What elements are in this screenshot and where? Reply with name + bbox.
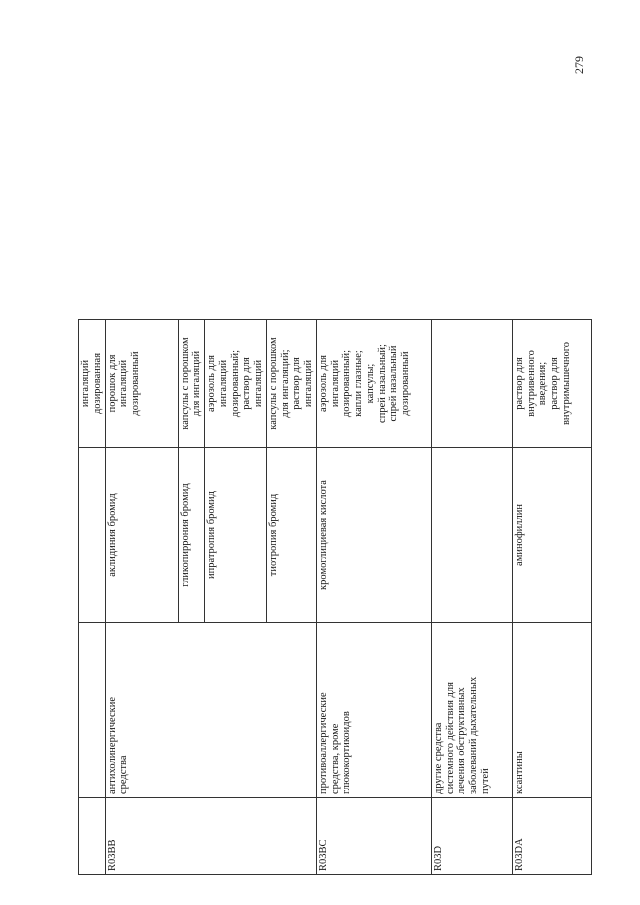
group-cell: другие средства системного действия для лечения обструктивных заболеваний дыхательных путей bbox=[431, 623, 512, 798]
page-number: 279 bbox=[572, 56, 586, 74]
group-cell: ксантины bbox=[512, 623, 591, 798]
table-row bbox=[105, 320, 178, 875]
dosage-form-cell: ингаляций дозированная bbox=[79, 320, 106, 448]
dosage-form-cell: капсулы с порошком для ингаляций bbox=[178, 320, 205, 448]
dosage-form-cell bbox=[431, 320, 512, 448]
atc-code-cell: R03BB bbox=[105, 798, 316, 875]
drug-name-cell: аклидиния бромид bbox=[105, 448, 178, 623]
drug-name-cell: гликопиррония бромид bbox=[178, 448, 205, 623]
dosage-form-cell: аэрозоль для ингаляций дозированный; раствор для ингаляций bbox=[205, 320, 267, 448]
rotated-table-container bbox=[78, 320, 572, 875]
table-cell bbox=[79, 623, 106, 798]
dosage-form-cell: порошок для ингаляций дозированный bbox=[105, 320, 178, 448]
atc-code-cell: R03DA bbox=[512, 798, 591, 875]
drug-name-cell: кромоглициевая кислота bbox=[316, 448, 431, 623]
atc-code-cell: R03BC bbox=[316, 798, 431, 875]
table-row bbox=[512, 320, 591, 875]
dosage-form-cell: аэрозоль для ингаляций дозированный; капли глазные; капсулы; спрей назальный; спрей назальный дозированный bbox=[316, 320, 431, 448]
dosage-form-cell: капсулы с порошком для ингаляций; раствор для ингаляций bbox=[266, 320, 316, 448]
table-cell bbox=[79, 448, 106, 623]
drug-name-cell: тиотропия бромид bbox=[266, 448, 316, 623]
group-cell: антихолинергические средства bbox=[105, 623, 316, 798]
drug-table bbox=[78, 319, 592, 875]
drug-name-cell: аминофиллин bbox=[512, 448, 591, 623]
group-cell: противоаллергические средства, кроме глюкокортикоидов bbox=[316, 623, 431, 798]
table-cell bbox=[79, 798, 106, 875]
table-row bbox=[431, 320, 512, 875]
table-row bbox=[79, 320, 106, 875]
drug-name-cell: ипратропия бромид bbox=[205, 448, 267, 623]
drug-name-cell bbox=[431, 448, 512, 623]
dosage-form-cell: раствор для внутривенного введения; раствор для внутримышечного bbox=[512, 320, 591, 448]
atc-code-cell: R03D bbox=[431, 798, 512, 875]
table-row bbox=[316, 320, 431, 875]
